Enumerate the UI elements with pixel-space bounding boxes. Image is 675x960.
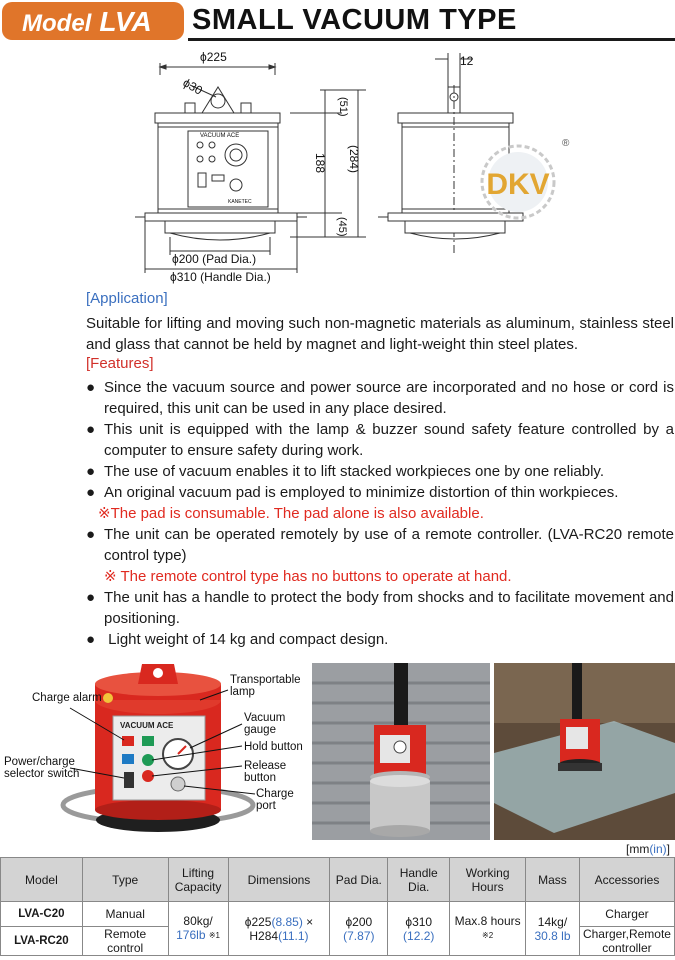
dim-pad: ϕ200 (Pad Dia.) <box>172 252 257 266</box>
dim-284: (284) <box>347 145 361 174</box>
bullet-icon: ● <box>86 379 96 396</box>
col-header: Model <box>1 858 83 902</box>
page-title: SMALL VACUUM TYPE <box>192 4 517 36</box>
dimensions-cell: ϕ225(8.85) × H284(11.1) <box>228 902 330 956</box>
bullet-icon: ● <box>86 463 96 480</box>
type-cell: Remote control <box>82 927 168 956</box>
mass-cell: 14kg/ 30.8 lb <box>526 902 580 956</box>
dim-188: 188 <box>313 153 327 174</box>
model-cell: LVA-C20 <box>1 902 83 927</box>
callout-transportable-lamp: Transportable lamp <box>230 674 301 698</box>
photo-panel-label: VACUUM ACE <box>120 721 174 730</box>
features-list <box>86 377 674 650</box>
callout-release-button: Release button <box>244 760 287 784</box>
callout-hold-button: Hold button <box>244 741 303 753</box>
dim-51: (51) <box>337 97 349 117</box>
table-row <box>1 902 675 927</box>
col-header: Mass <box>526 858 580 902</box>
callout-charge-alarm: Charge alarm <box>32 692 102 704</box>
callout-charge-port: Charge port <box>256 788 294 812</box>
title-rule <box>188 38 675 41</box>
page-header <box>0 0 675 42</box>
dim-phi30: ϕ30 <box>180 75 205 98</box>
feature-item: ● Light weight of 14 kg and compact design. <box>86 631 389 648</box>
model-label: Model <box>22 10 92 37</box>
col-header: Handle Dia. <box>388 858 450 902</box>
table-header-row <box>1 858 675 902</box>
feature-item: ● The use of vacuum enables it to lift stacked workpieces one by one reliably. <box>86 463 604 480</box>
photo-lifting-glass <box>494 663 675 840</box>
col-header: Lifting Capacity <box>168 858 228 902</box>
col-header: Accessories <box>579 858 674 902</box>
bullet-icon: ● <box>86 589 96 606</box>
model-code: LVA <box>99 6 152 37</box>
feature-item: ● Since the vacuum source and power source are incorporated and no hose or cord is required, this unit can be used in any place desired. <box>86 379 674 417</box>
bullet-icon: ● <box>86 484 96 501</box>
dim-45: (45) <box>336 217 348 237</box>
drawing-maker-label: KANETEC <box>228 199 252 205</box>
dkv-logo <box>470 130 572 230</box>
callout-power-switch: Power/charge selector switch <box>4 756 80 780</box>
accessories-cell: Charger,Remote controller <box>579 927 674 956</box>
drawing-panel-label: VACUUM ACE <box>200 133 240 139</box>
type-cell: Manual <box>82 902 168 927</box>
col-header: Dimensions <box>228 858 330 902</box>
model-cell: LVA-RC20 <box>1 927 83 956</box>
product-photo-labeled <box>0 660 310 840</box>
features-heading: [Features] <box>86 355 154 372</box>
bullet-icon: ● <box>86 631 96 648</box>
feature-item: ● The unit can be operated remotely by use of a remote controller. (LVA-RC20 remote control type) <box>86 526 674 564</box>
dkv-registered-mark: ® <box>562 138 570 149</box>
dim-handle: ϕ310 (Handle Dia.) <box>170 270 271 284</box>
feature-item: ● The unit has a handle to protect the body from shocks and to facilitate movement and positioning. <box>86 589 674 627</box>
dim-12: 12 <box>460 54 474 68</box>
bullet-icon: ● <box>86 421 96 438</box>
application-heading: [Application] <box>86 290 168 307</box>
feature-item: ● An original vacuum pad is employed to minimize distortion of thin workpieces. <box>86 484 619 501</box>
spec-table <box>0 857 675 956</box>
remote-note: ※ The remote control type has no buttons to operate at hand. <box>104 568 512 585</box>
accessories-cell: Charger <box>579 902 674 927</box>
col-header: Working Hours <box>450 858 526 902</box>
units-note: [mm(in)] <box>625 842 670 856</box>
lifting-capacity-cell: 80kg/ 176lb ※1 <box>168 902 228 956</box>
working-hours-cell: Max.8 hours ※2 <box>450 902 526 956</box>
model-tab <box>2 2 184 40</box>
pad-dia-cell: ϕ200 (7.87) <box>330 902 388 956</box>
photo-lifting-aluminum <box>312 663 490 840</box>
handle-dia-cell: ϕ310 (12.2) <box>388 902 450 956</box>
callout-vacuum-gauge: Vacuum gauge <box>244 712 286 736</box>
application-text: Suitable for lifting and moving such non-magnetic materials as aluminum, stainless steel and glass that cannot be held by magnet and light-weight thin steel plates. <box>86 315 674 353</box>
pad-note: ※The pad is consumable. The pad alone is also available. <box>98 505 484 522</box>
bullet-icon: ● <box>86 526 96 543</box>
dkv-logo-text: DKV <box>486 168 550 201</box>
dim-phi225: ϕ225 <box>200 50 227 64</box>
photo-lifting-aluminum-illustration <box>312 663 490 840</box>
feature-item: ● This unit is equipped with the lamp & buzzer sound safety feature controlled by a computer to ensure safety during work. <box>86 421 674 459</box>
col-header: Type <box>82 858 168 902</box>
col-header: Pad Dia. <box>330 858 388 902</box>
photo-lifting-glass-illustration <box>494 663 675 840</box>
